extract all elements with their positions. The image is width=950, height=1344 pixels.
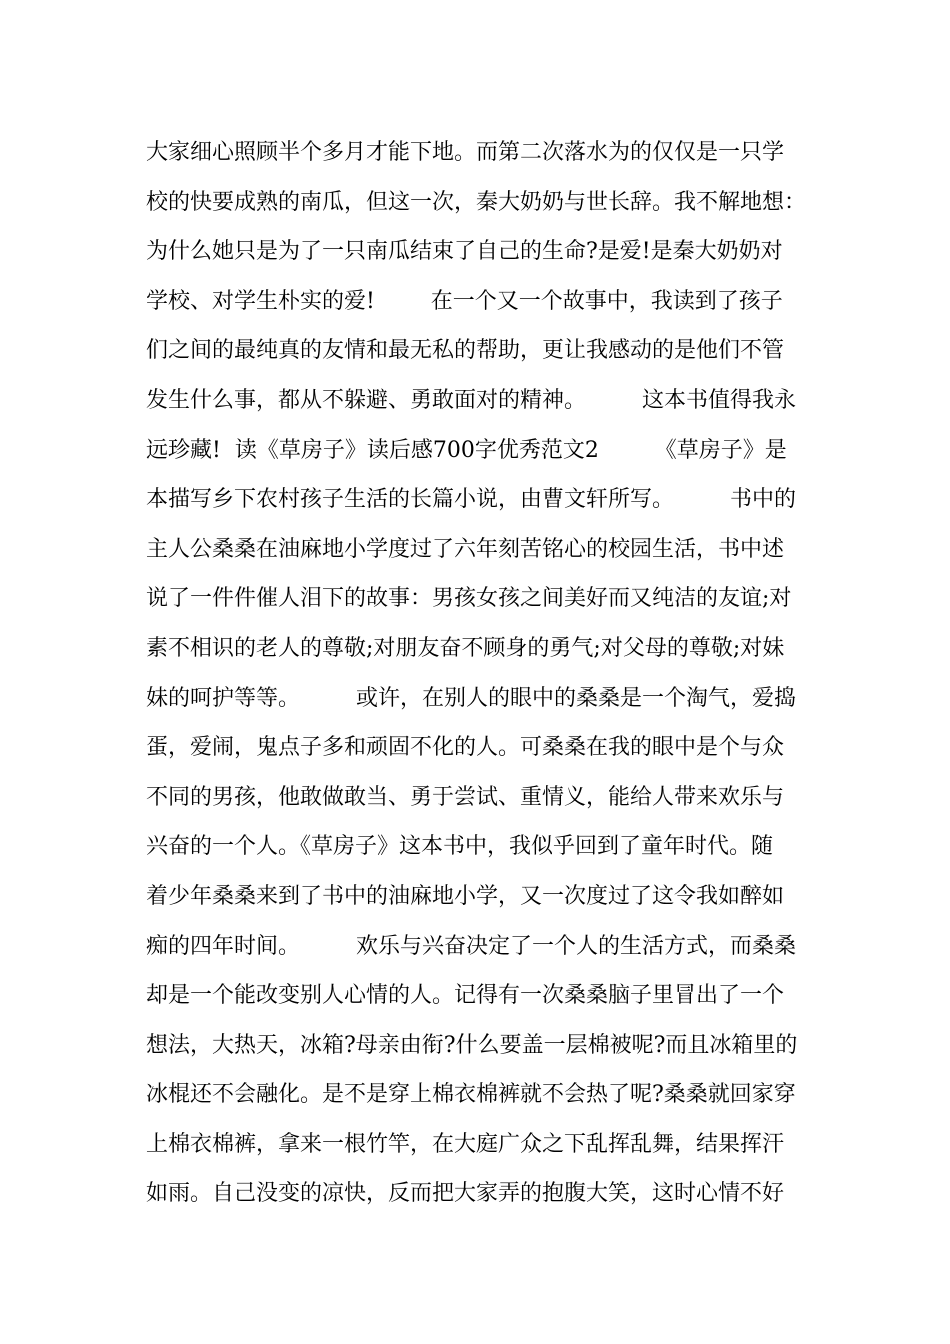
text-line: 发生什么事，都从不躲避、勇敢面对的精神。 这本书值得我永 bbox=[146, 387, 796, 413]
text-line: 却是一个能改变别人心情的人。记得有一次桑桑脑子里冒出了一个 bbox=[146, 983, 785, 1009]
text-line: 本描写乡下农村孩子生活的长篇小说，由曹文轩所写。 书中的 bbox=[146, 487, 796, 513]
text-line: 说了一件件催人泪下的故事：男孩女孩之间美好而又纯洁的友谊;对 bbox=[146, 586, 792, 612]
text-line: 远珍藏! 读《草房子》读后感700字优秀范文2 《草房子》是 bbox=[146, 437, 787, 463]
text-line: 主人公桑桑在油麻地小学度过了六年刻苦铭心的校园生活，书中述 bbox=[146, 536, 785, 562]
text-line: 着少年桑桑来到了书中的油麻地小学，又一次度过了这令我如醉如 bbox=[146, 883, 785, 909]
body-text bbox=[146, 128, 816, 1219]
text-line: 痴的四年时间。 欢乐与兴奋决定了一个人的生活方式，而桑桑 bbox=[146, 933, 796, 959]
text-line: 上棉衣棉裤，拿来一根竹竿，在大庭广众之下乱挥乱舞，结果挥汗 bbox=[146, 1131, 785, 1157]
text-line: 兴奋的一个人。《草房子》这本书中，我似乎回到了童年时代。随 bbox=[146, 834, 774, 860]
text-line: 大家细心照顾半个多月才能下地。而第二次落水为的仅仅是一只学 bbox=[146, 140, 785, 165]
text-line: 校的快要成熟的南瓜，但这一次，秦大奶奶与世长辞。我不解地想： bbox=[146, 189, 807, 215]
text-line: 学校、对学生朴实的爱! 在一个又一个故事中，我读到了孩子 bbox=[146, 288, 783, 314]
text-line: 们之间的最纯真的友情和最无私的帮助，更让我感动的是他们不管 bbox=[146, 338, 785, 364]
text-line: 如雨。自己没变的凉快，反而把大家弄的抱腹大笑，这时心情不好 bbox=[146, 1181, 785, 1207]
text-line: 蛋，爱闹，鬼点子多和顽固不化的人。可桑桑在我的眼中是个与众 bbox=[146, 735, 785, 761]
text-line: 冰棍还不会融化。是不是穿上棉衣棉裤就不会热了呢?桑桑就回家穿 bbox=[146, 1082, 796, 1108]
text-line: 想法，大热天，冰箱?母亲由衔?什么要盖一层棉被呢?而且冰箱里的 bbox=[146, 1032, 798, 1058]
text-line: 不同的男孩，他敢做敢当、勇于尝试、重情义，能给人带来欢乐与 bbox=[146, 784, 785, 810]
text-line: 为什么她只是为了一只南瓜结束了自己的生命?是爱!是秦大奶奶对 bbox=[146, 239, 783, 265]
text-line: 素不相识的老人的尊敬;对朋友奋不顾身的勇气;对父母的尊敬;对妹 bbox=[146, 635, 785, 661]
text-line: 妹的呵护等等。 或许，在别人的眼中的桑桑是一个淘气，爱捣 bbox=[146, 685, 796, 711]
